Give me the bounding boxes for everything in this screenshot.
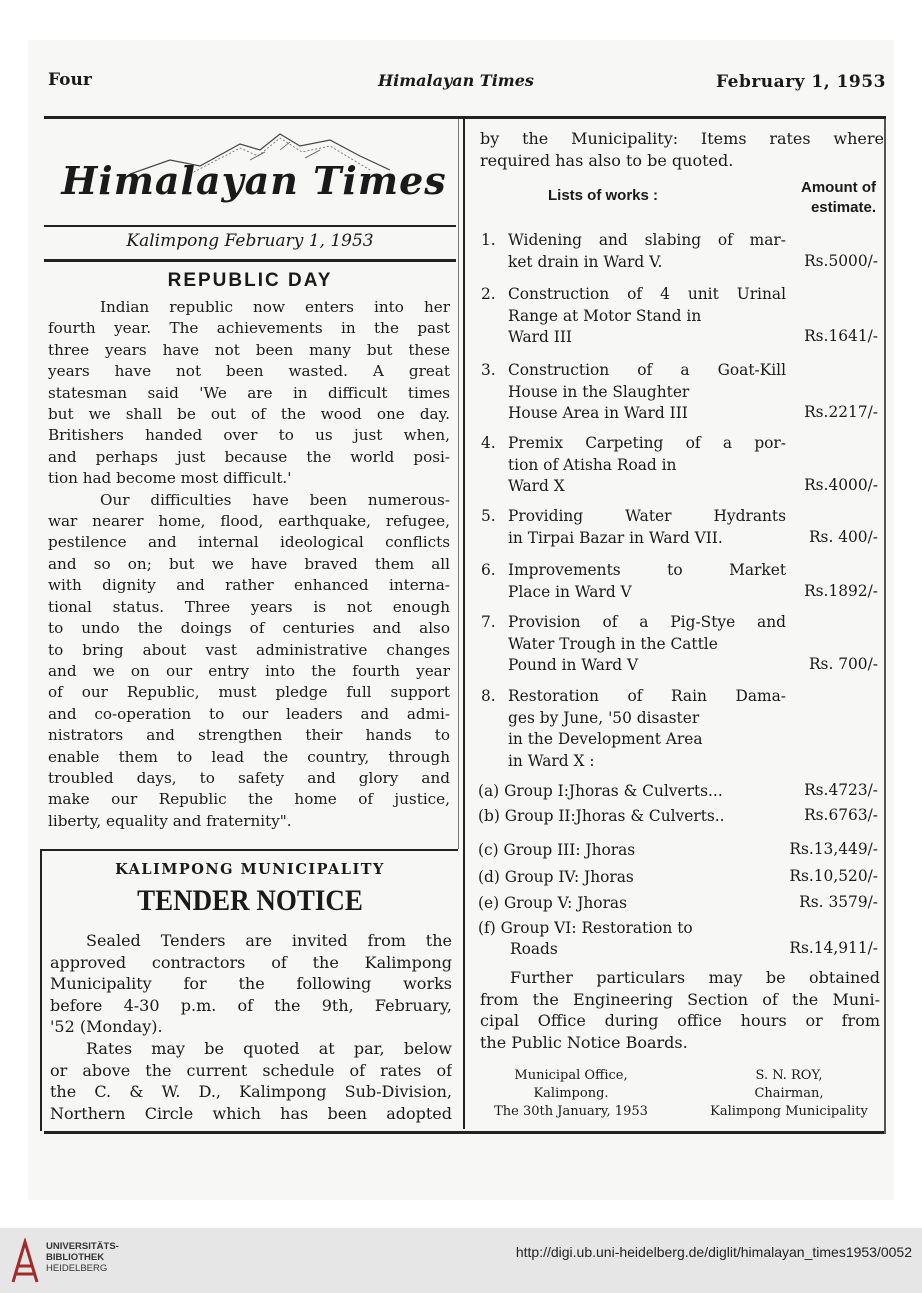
library-line: HEIDELBERG <box>46 1263 108 1274</box>
work-amount: Rs.4000/- <box>804 476 878 494</box>
column-divider-inner <box>458 119 459 849</box>
tender-line: approved contractors of the Kalimpong <box>50 952 452 972</box>
intro-line: required has also to be quoted. <box>480 150 734 170</box>
work-line: Ward III <box>508 328 572 346</box>
editorial-line: nistrators and strengthen their hands to <box>48 726 450 745</box>
signature-left <box>476 1067 666 1121</box>
work-line: tion of Atisha Road in <box>508 455 677 474</box>
work-line: in the Development Area <box>508 730 703 748</box>
work-amount: Rs.1892/- <box>804 581 878 600</box>
group-amount: Rs.4723/- <box>804 781 878 799</box>
work-number: 4. <box>481 434 496 452</box>
group-amount: Rs. 3579/- <box>799 893 878 911</box>
editorial-line: and co-operation to our leaders and admi- <box>48 704 450 723</box>
editorial-line: tion had become most difficult.' <box>48 469 292 488</box>
editorial-line: troubled days, to safety and glory and <box>48 768 450 787</box>
work-number: 8. <box>481 687 496 705</box>
library-line: BIBLIOTHEK <box>46 1252 105 1263</box>
tender-line: Northern Circle which has been adopted <box>50 1103 452 1123</box>
work-number: 1. <box>481 231 496 249</box>
editorial-line: fourth year. The achievements in the past <box>48 319 450 338</box>
further-line: from the Engineering Section of the Muni- <box>480 989 880 1009</box>
further-text <box>480 967 880 1053</box>
masthead-rule-top <box>44 225 456 227</box>
sign-right-line: Chairman, <box>754 1086 824 1101</box>
editorial-line: Our difficulties have been numerous- <box>100 490 450 509</box>
editorial-body <box>48 297 450 832</box>
editorial-line: to undo the doings of centuries and also <box>48 619 450 638</box>
sign-left-line: The 30th January, 1953 <box>494 1104 648 1119</box>
lists-label: Lists of works : <box>548 187 659 204</box>
work-line: Construction of a Goat-Kill <box>508 361 786 379</box>
editorial-line: and we on our entry into the fourth year <box>48 661 450 680</box>
page-number: Four <box>48 70 92 90</box>
work-line: Provision of a Pig-Stye and <box>508 613 786 631</box>
library-name <box>46 1241 119 1274</box>
tender-line: '52 (Monday). <box>50 1017 163 1037</box>
work-line: Ward X <box>508 477 565 495</box>
editorial-line: statesman said 'We are in difficult times <box>48 383 450 402</box>
sign-left-line: Municipal Office, <box>514 1068 628 1083</box>
running-paper-name: Himalayan Times <box>378 71 534 90</box>
work-amount: Rs. 700/- <box>808 655 878 673</box>
work-number: 6. <box>481 561 496 579</box>
group-label: (a) Group I:Jhoras & Culverts... <box>478 782 723 800</box>
editorial-line: Indian republic now enters into her <box>100 298 450 316</box>
group-label: (c) Group III: Jhoras <box>478 841 636 859</box>
editorial-title: REPUBLIC DAY <box>167 270 333 291</box>
work-number: 5. <box>481 507 496 525</box>
editorial-line: enable them to lead the country, through <box>48 747 450 766</box>
sign-left-line: Kalimpong. <box>533 1086 609 1101</box>
editorial-line: of our Republic, must pledge full support <box>48 683 450 702</box>
editorial-line: tional status. Three years is not enough <box>48 597 450 616</box>
signature-right <box>690 1067 888 1121</box>
tender-rule-left <box>40 849 42 1131</box>
masthead-rule-bottom <box>44 259 456 262</box>
sign-right-line: S. N. ROY, <box>755 1068 823 1083</box>
intro-line: by the Municipality: Items rates where <box>480 129 884 148</box>
editorial-line: to bring about vast administrative changes <box>48 640 450 659</box>
tender-title: TENDER NOTICE <box>137 884 363 917</box>
editorial-line: make our Republic the home of justice, <box>48 790 450 809</box>
work-line: Water Trough in the Cattle <box>508 634 718 653</box>
tender-line: the C. & W. D., Kalimpong Sub-Division, <box>50 1082 452 1102</box>
work-line: Improvements to Market <box>508 561 786 579</box>
work-line: in Ward X : <box>508 751 595 770</box>
further-line: cipal Office during office hours or from <box>480 1011 880 1031</box>
university-logo-icon <box>10 1238 40 1284</box>
work-line: in Tirpai Bazar in Ward VII. <box>508 528 723 547</box>
group-label: (e) Group V: Jhoras <box>478 894 628 912</box>
sign-right-line: Kalimpong Municipality <box>710 1104 868 1119</box>
further-line: Further particulars may be obtained <box>510 968 880 987</box>
masthead-dateline: Kalimpong February 1, 1953 <box>126 231 374 251</box>
top-rule <box>44 116 886 119</box>
column-divider <box>463 119 465 1129</box>
group-amount: Rs.6763/- <box>804 806 878 824</box>
page-date: February 1, 1953 <box>716 72 886 92</box>
work-line: ges by June, '50 disaster <box>508 708 700 727</box>
work-line: House in the Slaughter <box>508 382 690 401</box>
editorial-line: and perhaps just because the world posi- <box>48 447 450 466</box>
tender-line: or above the current schedule of rates of <box>50 1060 452 1080</box>
work-amount: Rs.1641/- <box>804 327 878 345</box>
footer-bar <box>0 1228 922 1293</box>
bottom-rule <box>44 1131 886 1134</box>
tender-continued <box>480 128 884 171</box>
editorial-line: years have not been wasted. A great <box>48 362 450 381</box>
editorial-line: with dignity and rather enhanced interna- <box>48 576 450 595</box>
amount-label <box>760 178 876 218</box>
work-line: Widening and slabing of mar- <box>508 231 786 249</box>
work-line: Construction of 4 unit Urinal <box>508 285 786 303</box>
work-amount: Rs.2217/- <box>804 403 878 421</box>
tender-org: KALIMPONG MUNICIPALITY <box>115 861 385 878</box>
work-amount: Rs. 400/- <box>808 527 878 546</box>
work-number: 3. <box>481 361 496 379</box>
tender-line: Municipality for the following works <box>50 974 452 994</box>
amount-label-line: Amount of <box>801 179 876 196</box>
further-line: the Public Notice Boards. <box>480 1032 688 1052</box>
work-line: Range at Motor Stand in <box>508 306 702 325</box>
work-line: Place in Ward V <box>508 582 632 601</box>
tender-line: before 4-30 p.m. of the 9th, February, <box>50 995 452 1015</box>
tender-body <box>50 930 452 1124</box>
group-label: (b) Group II:Jhoras & Culverts.. <box>478 807 725 825</box>
work-line: Providing Water Hydrants <box>508 507 786 525</box>
editorial-line: but we shall be out of the wood one day. <box>48 405 450 424</box>
work-line: House Area in Ward III <box>508 404 688 422</box>
masthead-title: Himalayan Times <box>61 158 447 203</box>
tender-line: Sealed Tenders are invited from the <box>86 931 452 950</box>
editorial-line: liberty, equality and fraternity". <box>48 811 292 830</box>
tender-rule-top <box>40 849 458 851</box>
group-amount: Rs.10,520/- <box>789 867 878 885</box>
editorial-line: war nearer home, flood, earthquake, refugee, <box>48 512 450 531</box>
work-amount: Rs.5000/- <box>804 251 878 270</box>
right-border <box>884 119 886 1134</box>
editorial-line: and so on; but we have braved them all <box>48 554 450 573</box>
tender-line: Rates may be quoted at par, below <box>86 1038 452 1058</box>
group-label: (d) Group IV: Jhoras <box>478 868 634 886</box>
editorial-line: pestilence and internal ideological conflicts <box>48 533 450 552</box>
library-line: UNIVERSITÄTS- <box>46 1241 119 1252</box>
work-number: 7. <box>481 613 496 631</box>
work-line: Premix Carpeting of a por- <box>508 434 786 452</box>
work-line: Pound in Ward V <box>508 656 639 674</box>
group-amount: Rs.14,911/- <box>789 939 878 957</box>
source-url[interactable]: http://digi.ub.uni-heidelberg.de/diglit/himalayan_times1953/0052 <box>515 1244 912 1260</box>
work-line: ket drain in Ward V. <box>508 252 663 271</box>
work-line: Restoration of Rain Dama- <box>508 687 786 705</box>
amount-label-line: estimate. <box>810 199 876 216</box>
group-label-continued: Roads <box>510 940 558 958</box>
editorial-line: Britishers handed over to us just when, <box>48 426 450 445</box>
work-number: 2. <box>481 285 496 303</box>
group-label: (f) Group VI: Restoration to <box>478 919 693 937</box>
editorial-line: three years have not been many but these <box>48 340 450 359</box>
group-amount: Rs.13,449/- <box>789 840 878 858</box>
